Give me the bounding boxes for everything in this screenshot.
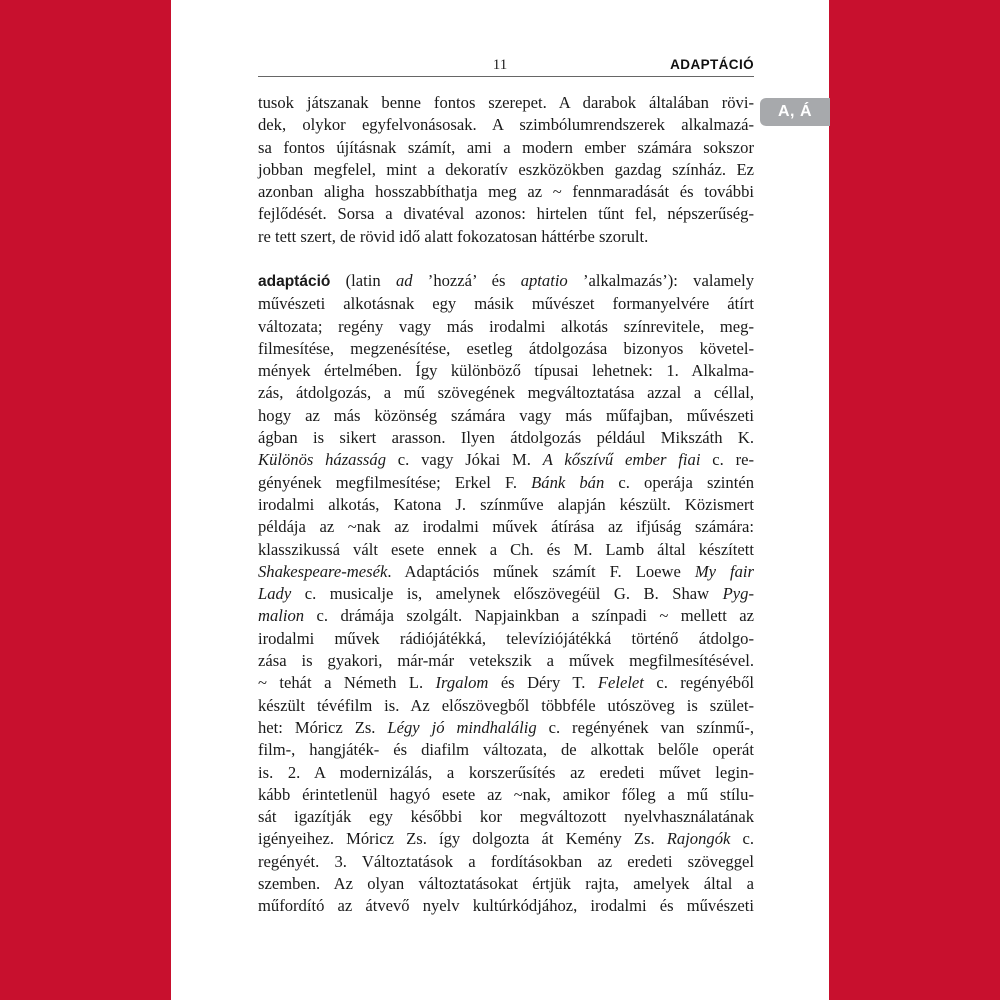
text-line — [258, 382, 754, 404]
text-run: c. regényéből — [643, 673, 754, 693]
text-run: is. 2. A modernizálás, a korszerűsítés az eredeti művet legin- — [258, 762, 754, 782]
continued-paragraph — [258, 92, 754, 248]
text-run: változata; regény vagy más irodalmi alkotás színrevitele, meg- — [258, 316, 754, 336]
text-line: fejlődését. Sorsa a divatéval azonos: hirtelen tűnt fel, népszerűség- — [258, 204, 754, 224]
text-line: dek, olykor egyfelvonásosak. A szimbólumrendszerek alkalmazá- — [258, 115, 754, 135]
text-line: re tett szert, de rövid idő alatt fokozatosan háttérbe szorult. — [258, 226, 649, 246]
italic-title: Felelet — [597, 673, 644, 693]
italic-title: aptatio — [520, 271, 568, 290]
text-line — [258, 360, 754, 382]
text-run: het: Móricz Zs. — [258, 717, 388, 737]
text-line — [258, 628, 754, 650]
text-line — [258, 583, 754, 605]
text-line — [258, 449, 754, 471]
text-line — [258, 561, 754, 583]
text-run: zás, átdolgozás, a mű szövegének megváltoztatása azzal a céllal, — [258, 383, 754, 403]
text-line — [258, 405, 754, 427]
italic-title: malion — [258, 606, 305, 626]
text-line — [258, 472, 754, 494]
text-run: hogy az más közönség számára vagy más műfajban, művészeti — [258, 405, 754, 425]
text-run: ~ tehát a Németh L. — [258, 673, 436, 693]
text-run: sát igazítják egy későbbi kor megváltozott nyelvhasználatának — [258, 807, 754, 827]
text-run: filmesítése, megzenésítése, esetleg átdolgozása bizonyos követel- — [258, 338, 754, 358]
text-run: c. musicalje is, amelynek előszövegéül G. B. Shaw — [291, 584, 723, 604]
page-number: 11 — [492, 57, 508, 73]
text-line — [258, 672, 754, 694]
text-run: c. re- — [700, 450, 754, 470]
text-line — [258, 784, 754, 806]
text-run: ’alkalmazás’): valamely — [567, 271, 754, 290]
text-run: igényeihez. Móricz Zs. így dolgozta át Kemény Zs. — [258, 829, 667, 849]
text-run: zása is gyakori, már-már vetekszik a művek megfilmesítésével. — [258, 651, 754, 671]
dictionary-entry — [258, 270, 754, 918]
text-run: példája az ~nak az irodalmi művek átírása az ifjúság számára: — [258, 517, 754, 537]
italic-title: Irgalom — [435, 673, 489, 693]
italic-title: Bánk bán — [531, 472, 605, 492]
text-line — [258, 895, 754, 917]
text-run: film-, hangjáték- és diafilm változata, de alkottak belőle operát — [258, 740, 754, 760]
text-run: ágban is sikert arasson. Ilyen átdolgozás például Mikszáth K. — [258, 428, 754, 448]
text-run: c. regényének van színmű-, — [536, 717, 754, 737]
text-line — [258, 427, 754, 449]
text-line — [258, 338, 754, 360]
text-line — [258, 873, 754, 895]
text-run: mények értelmében. Így különböző típusai lehetnek: 1. Alkalma- — [258, 361, 754, 381]
text-line: jobban megfelel, mint a dekoratív eszközökben gazdag színház. Ez — [258, 159, 754, 179]
text-line — [258, 762, 754, 784]
text-line — [258, 539, 754, 561]
italic-title: My fair — [694, 561, 755, 581]
text-run: művészeti alkotásnak egy másik művészet formanyelvére átírt — [258, 294, 754, 314]
text-line — [258, 293, 754, 315]
text-run: és Déry T. — [488, 673, 598, 693]
text-run: gényének megfilmesítése; Erkel F. — [258, 472, 532, 492]
text-run: (latin — [330, 271, 396, 290]
headword: adaptáció — [258, 273, 331, 290]
text-run: c. — [730, 829, 754, 849]
italic-title: A kőszívű ember fiai — [542, 450, 701, 470]
text-line — [258, 739, 754, 761]
text-line: sa fontos újításnak számít, ami a modern ember számára sokszor — [258, 137, 754, 157]
text-line — [258, 650, 754, 672]
text-line — [258, 828, 754, 850]
text-run: regényét. 3. Változtatások a fordításokban az eredeti szöveggel — [258, 851, 754, 871]
text-line — [258, 494, 754, 516]
text-run: c. operája szintén — [604, 472, 754, 492]
italic-title: Pyg- — [722, 584, 754, 604]
text-run: kább érintetlenül hagyó esete az ~nak, amikor főleg a mű stílu- — [258, 784, 754, 804]
running-head: ADAPTÁCIÓ — [670, 57, 754, 72]
thumb-index-tab: A, Á — [760, 98, 830, 126]
text-run: műfordító az átvevő nyelv kultúrkódjához, irodalmi és művészeti — [258, 896, 754, 916]
text-line — [258, 806, 754, 828]
text-run: készült tévéfilm is. Az előszövegből többféle utószöveg is szület- — [258, 695, 754, 715]
text-line — [258, 516, 754, 538]
text-run: irodalmi alkotás, Katona J. színműve alapján készült. Közismert — [258, 494, 754, 514]
text-run: klasszikussá vált esete ennek a Ch. és M. Lamb által készített — [258, 539, 754, 559]
text-run: ’hozzá’ és — [412, 271, 521, 290]
header-rule — [258, 76, 754, 77]
text-line — [258, 605, 754, 627]
italic-title: Légy jó mindhalálig — [387, 717, 537, 737]
italic-title: Rajongók — [666, 829, 731, 849]
text-line: tusok játszanak benne fontos szerepet. A darabok általában rövi- — [258, 93, 754, 112]
italic-title: ad — [395, 271, 413, 290]
text-line — [258, 270, 754, 293]
text-run: c. drámája szolgált. Napjainkban a színpadi ~ mellett az — [304, 606, 754, 626]
italic-title: Lady — [258, 584, 292, 604]
text-line — [258, 316, 754, 338]
text-line — [258, 851, 754, 873]
text-run: szemben. Az olyan változtatásokat értjük rajta, amelyek által a — [258, 874, 754, 894]
text-line: azonban aligha hosszabbíthatja meg az ~ fennmaradását és további — [258, 182, 754, 202]
text-run: c. vagy Jókai M. — [386, 450, 543, 470]
text-run: irodalmi művek rádiójátékká, televíziójátékká történő átdolgo- — [258, 628, 754, 648]
text-line — [258, 695, 754, 717]
italic-title: Különös házasság — [258, 450, 386, 470]
text-run: . Adaptációs műnek számít F. Loewe — [387, 561, 695, 581]
text-line — [258, 717, 754, 739]
italic-title: Shakespeare-mesék — [258, 561, 388, 581]
